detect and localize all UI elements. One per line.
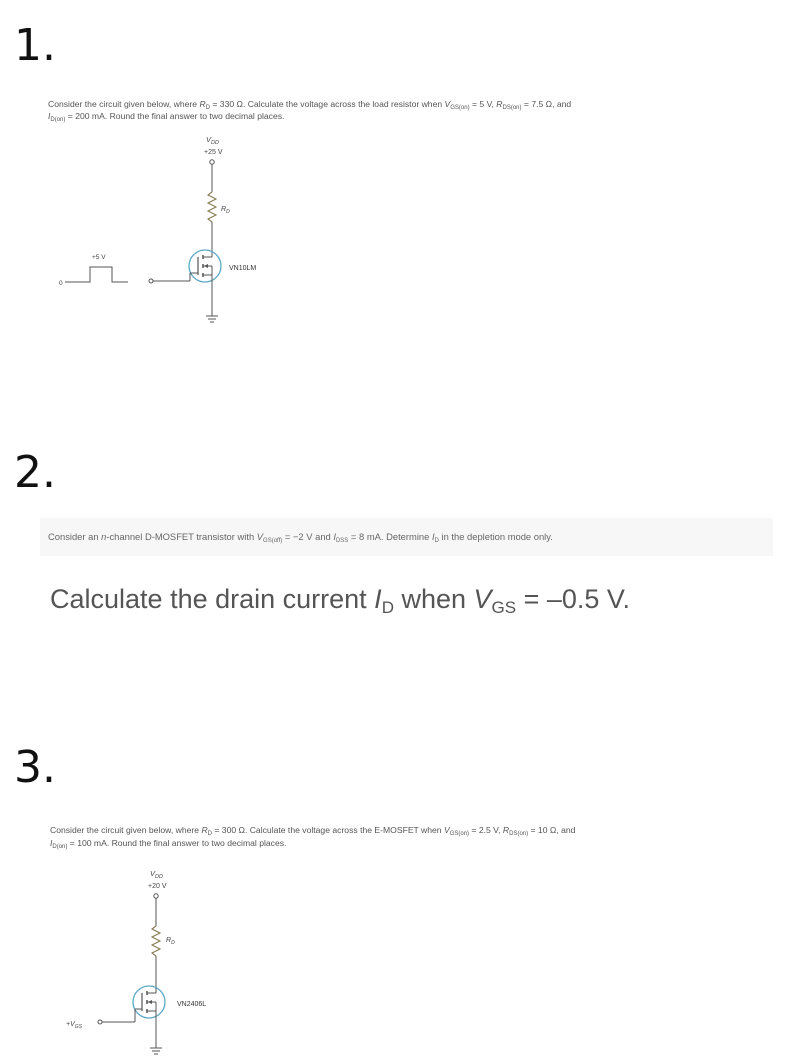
pulse-high-label: +5 V: [92, 254, 106, 261]
input-pulse: [65, 267, 128, 282]
rd-label: $R_D$: [166, 937, 175, 946]
transistor-vn2406l: [133, 986, 165, 1018]
supply-voltage: +25 V: [204, 149, 223, 156]
problem-2-big-question: Calculate the drain current $I_D$ when $V_{GS} = -0.5$ V.: [50, 584, 630, 617]
rd-label: $R_D$: [221, 206, 230, 215]
problem-1-number: 1.: [14, 20, 56, 71]
resistor-rd: [208, 192, 216, 222]
supply-terminal: [154, 894, 158, 898]
gate-terminal: [98, 1020, 102, 1024]
problem-3-number: 3.: [14, 742, 56, 793]
ground-symbol: [206, 316, 218, 322]
problem-3-circuit: [40, 860, 270, 1059]
resistor-rd: [152, 926, 160, 956]
problem-1-circuit: [40, 128, 300, 338]
problem-1-text-line-2: $I_{D(on)} = 200$ mA. Round the final answer to two decimal places.: [48, 111, 285, 123]
problem-2-number: 2.: [14, 447, 56, 498]
gate-terminal: [149, 279, 153, 283]
supply-voltage: +20 V: [148, 883, 167, 890]
vdd-label: $V_{DD}$: [206, 135, 219, 146]
problem-3-text-line-1: Consider the circuit given below, where $R_D = 300$ Ω. Calculate the voltage across the E-MOSFET when $V_{GS(on)} = 2.5$ V, $R_{DS(on)} = 10$ Ω, and: [50, 825, 576, 837]
transistor-label: VN10LM: [229, 265, 257, 272]
supply-terminal: [210, 160, 214, 164]
transistor-vn10lm: [189, 250, 221, 282]
problem-1-text-line-1: Consider the circuit given below, where $R_D = 330$ Ω. Calculate the voltage across the load resistor when $V_{GS(on)} = 5$ V, $R_{DS(on)} = 7.5$ Ω, and: [48, 99, 572, 111]
problem-2-question: Consider an n-channel D-MOSFET transistor with $V_{GS(off)} = -2$ V and $I_{DSS} = 8$ mA. Determine $I_D$ in the depletion mode only.: [48, 531, 553, 544]
problem-3-text-line-2: $I_{D(on)} = 100$ mA. Round the final answer to two decimal places.: [50, 838, 287, 850]
vdd-label: $V_{DD}$: [150, 869, 163, 880]
pulse-low-label: 0: [59, 280, 63, 287]
vgs-label: $+V_{GS}$: [66, 1021, 82, 1030]
transistor-label: VN2406L: [177, 1001, 207, 1008]
ground-symbol: [150, 1048, 162, 1054]
